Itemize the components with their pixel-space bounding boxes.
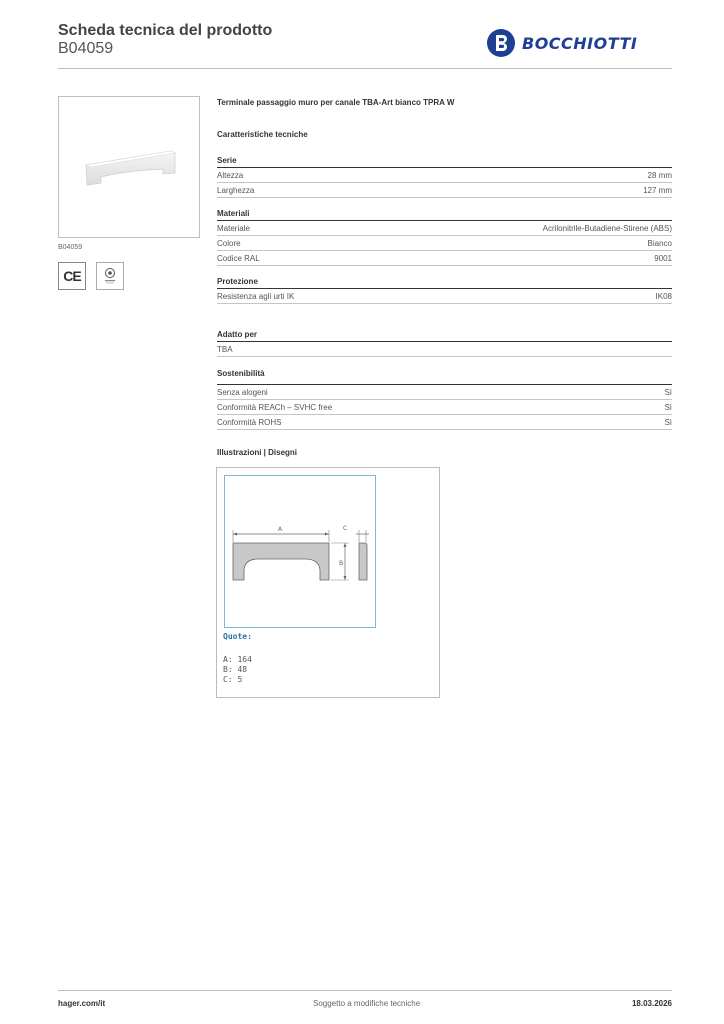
section-title-sostenibilita: Sostenibilità (217, 369, 265, 378)
quote-title: Quote: (223, 632, 252, 641)
product-code-header: B04059 (58, 40, 114, 57)
spec-row (217, 251, 672, 266)
product-photo (83, 147, 177, 187)
spec-label: Conformità ROHS (217, 418, 282, 427)
dim-label-b: B (339, 560, 344, 567)
spec-row (217, 168, 672, 183)
spec-value: 9001 (654, 254, 672, 263)
spec-row (217, 400, 672, 415)
spec-value: IK08 (655, 292, 672, 301)
footer-date: 18.03.2026 (631, 999, 672, 1008)
sidebar-product-code: B04059 (58, 244, 83, 251)
brand-logo (486, 28, 637, 58)
spec-label: Codice RAL (217, 254, 260, 263)
spec-row (217, 415, 672, 430)
spec-row (217, 236, 672, 251)
section-title-serie: Serie (217, 156, 237, 165)
quote-line: C: 5 (223, 675, 243, 684)
footer-divider (58, 990, 672, 991)
quote-line: A: 164 (223, 655, 252, 664)
spec-row (217, 342, 672, 357)
product-image-frame (58, 96, 200, 238)
ce-mark-icon: CE (58, 262, 86, 290)
spec-label: Materiale (217, 224, 250, 233)
certification-icon (96, 262, 124, 290)
spec-row (217, 221, 672, 236)
section-title-adatto: Adatto per (217, 330, 257, 339)
spec-value: Acrilonitrile-Butadiene-Stirene (ABS) (542, 224, 672, 233)
spec-label: TBA (217, 345, 233, 354)
spec-value: 127 mm (643, 186, 672, 195)
spec-label: Colore (217, 239, 241, 248)
section-title-technical: Caratteristiche tecniche (217, 130, 308, 139)
spec-label: Resistenza agli urti IK (217, 292, 295, 301)
section-title-illustrazioni: Illustrazioni | Disegni (217, 448, 298, 457)
dim-label-a: A (278, 526, 283, 533)
section-title-materiali: Materiali (217, 209, 250, 218)
quote-line: B: 48 (223, 665, 248, 674)
brand-name: BOCCHIOTTI (522, 33, 638, 53)
spec-value: Sì (664, 388, 672, 397)
spec-label: Altezza (217, 171, 244, 180)
spec-label: Conformità REACh – SVHC free (217, 403, 333, 412)
header-divider (58, 68, 672, 69)
spec-value: Sì (664, 418, 672, 427)
footer-website-link[interactable]: hager.com/it (58, 999, 106, 1008)
spec-value: Sì (664, 403, 672, 412)
spec-row (217, 183, 672, 198)
bocchiotti-logo-icon (486, 28, 516, 58)
footer-note: Soggetto a modifiche tecniche (313, 999, 421, 1008)
section-title-protezione: Protezione (217, 277, 258, 286)
spec-label: Senza alogeni (217, 388, 268, 397)
spec-value: 28 mm (647, 171, 672, 180)
technical-drawing (224, 475, 376, 628)
spec-label: Larghezza (217, 186, 255, 195)
page-title: Scheda tecnica del prodotto (58, 22, 273, 39)
spec-value: Bianco (647, 239, 672, 248)
spec-row (217, 385, 672, 400)
spec-row (217, 289, 672, 304)
dim-label-c: C (343, 525, 348, 532)
product-description: Terminale passaggio muro per canale TBA-Art bianco TPRA W (217, 98, 455, 107)
